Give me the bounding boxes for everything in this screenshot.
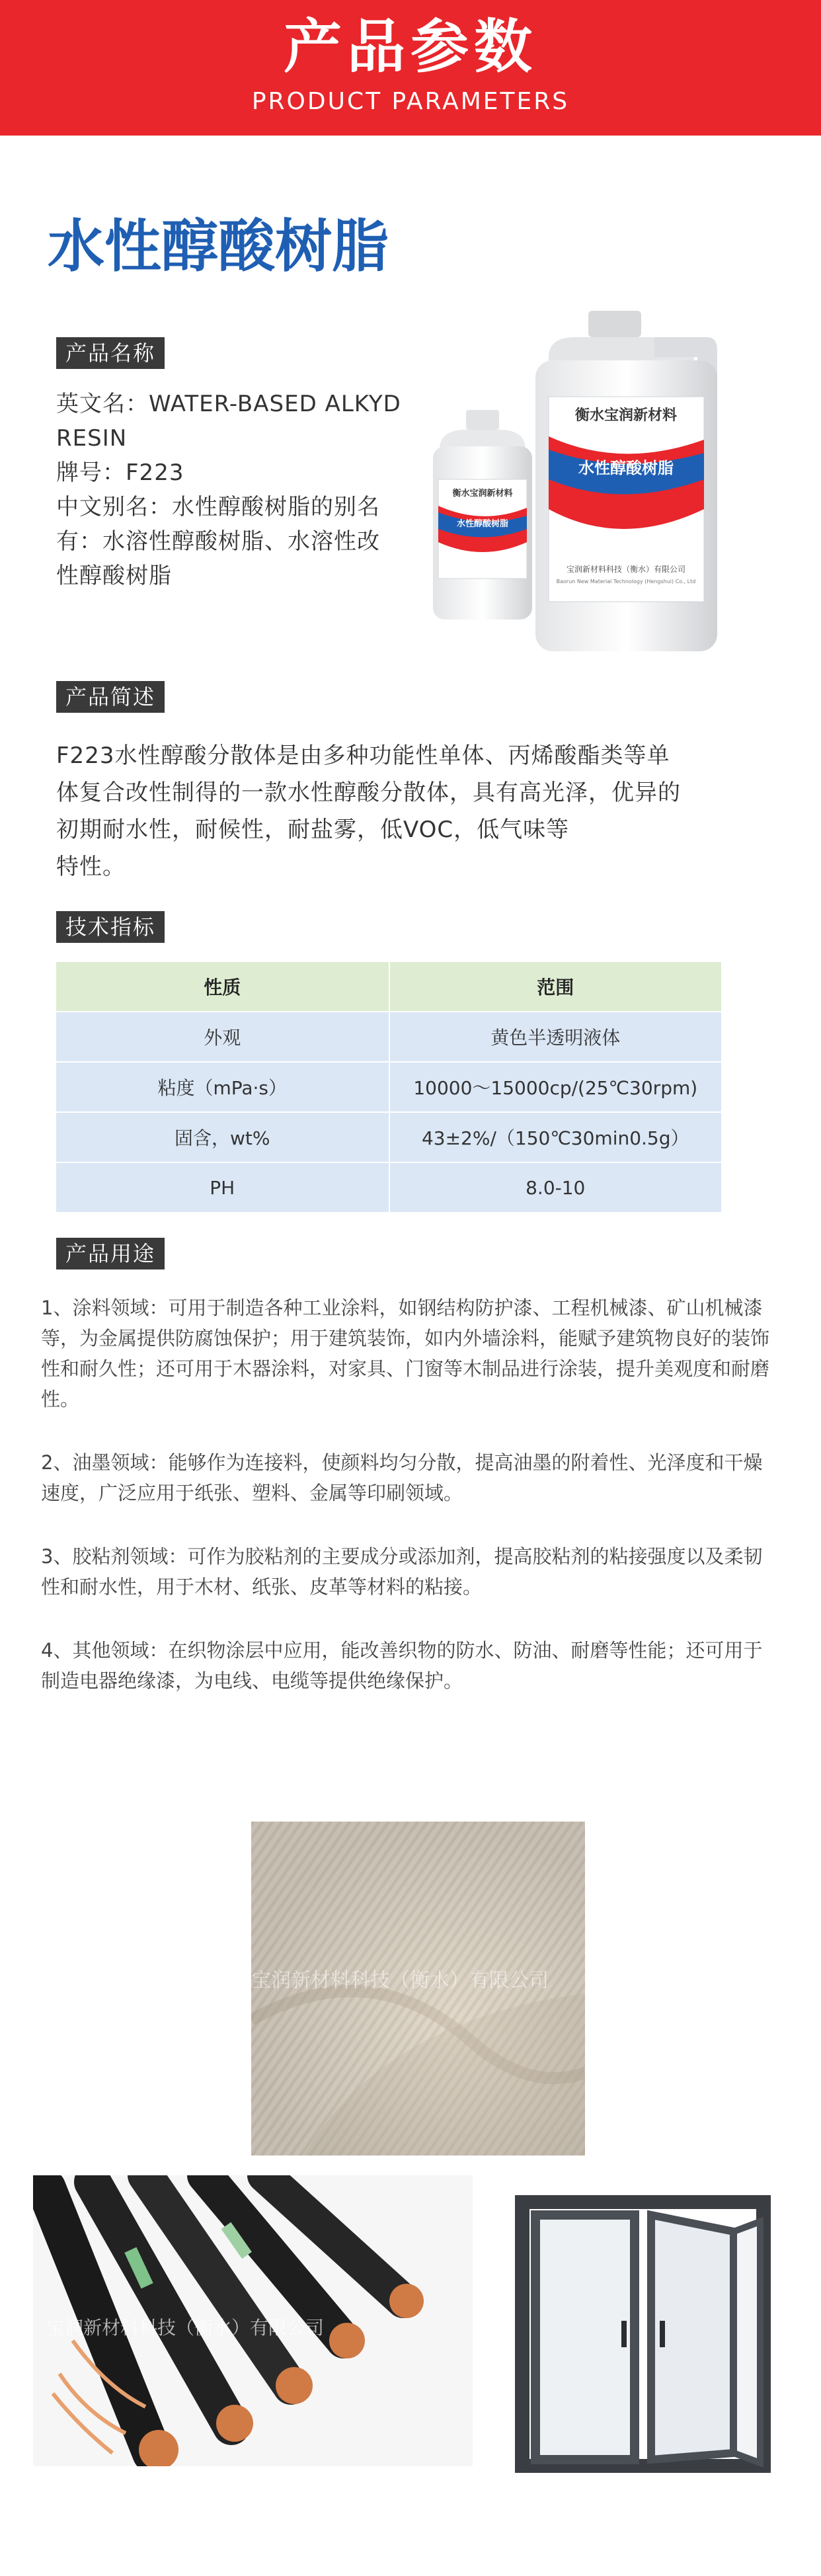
watermark-text: 宝润新材料科技（衡水）有限公司: [46, 2317, 325, 2339]
use-paragraph: 4、其他领域：在织物涂层中应用，能改善织物的防水、防油、耐磨等性能；还可用于制造电器绝缘漆，为电线、电缆等提供绝缘保护。: [41, 1639, 763, 1692]
product-title: 水性醇酸树脂: [48, 214, 389, 280]
header-title: 产品参数: [283, 13, 537, 81]
small-bottle-image: [426, 410, 539, 622]
watermark-text: 宝润新材料科技（衡水）有限公司: [251, 1969, 549, 1992]
table-cell: 固含，wt%: [56, 1112, 389, 1162]
door-image: [509, 2195, 777, 2473]
section-tag-summary: 产品简述: [56, 681, 165, 713]
table-cell: PH: [56, 1162, 389, 1213]
use-paragraph: 3、胶粘剂领域：可作为胶粘剂的主要成分或添加剂，提高胶粘剂的粘接强度以及柔韧性和耐水性，用于木材、纸张、皮革等材料的粘接。: [41, 1545, 763, 1598]
header-banner: [0, 0, 821, 136]
use-paragraph: 2、油墨领域：能够作为连接料，使颜料均匀分散，提高油墨的附着性、光泽度和干燥速度，广泛应用于纸张、塑料、金属等印刷领域。: [41, 1451, 763, 1504]
info-line: 英文名：WATER-BASED ALKYD: [56, 391, 401, 417]
info-line: 牌号：F223: [56, 460, 184, 486]
table-cell: 10000～15000cp/(25℃30rpm): [389, 1062, 723, 1112]
table-row: [56, 1062, 722, 1112]
table-cell: 粘度（mPa·s）: [56, 1062, 389, 1112]
bottle-company: 宝润新材料科技（衡水）有限公司: [566, 565, 686, 574]
table-cell: 外观: [56, 1012, 389, 1062]
summary-line: F223水性醇酸分散体是由多种功能性单体、丙烯酸酯类等单: [56, 743, 670, 769]
large-bottle-image: [522, 311, 721, 655]
spec-table: [56, 962, 723, 1213]
info-line: 中文别名：水性醇酸树脂的别名: [56, 494, 380, 520]
table-header-property: 性质: [56, 962, 389, 1012]
summary-line: 体复合改性制得的一款水性醇酸分散体，具有高光泽，优异的: [56, 780, 681, 806]
section-tag-spec: 技术指标: [56, 911, 165, 943]
table-row: [56, 1012, 722, 1062]
product-info: [56, 387, 426, 593]
info-line: 有：水溶性醇酸树脂、水溶性改: [56, 528, 380, 555]
cable-image: [33, 2175, 473, 2466]
product-uses: [41, 1293, 775, 1729]
table-row: [56, 1112, 722, 1162]
use-paragraph: 1、涂料领域：可用于制造各种工业涂料，如钢结构防护漆、工程机械漆、矿山机械漆等，为金属提供防腐蚀保护；用于建筑装饰，如内外墙涂料，能赋予建筑物良好的装饰性和耐久性；还可用于木器涂料，对家具、门窗等木制品进行涂装，提升美观度和耐磨性。: [41, 1297, 770, 1410]
summary-line: 特性。: [56, 854, 126, 880]
bottle-company-en: Baorun New Material Technology (Hengshui) Co., Ltd: [556, 579, 696, 584]
header-subtitle: PRODUCT PARAMETERS: [251, 88, 570, 115]
small-bottle-label: 水性醇酸树脂: [456, 519, 509, 529]
bottle-brand: 衡水宝润新材料: [574, 407, 678, 424]
info-line: RESIN: [56, 425, 128, 452]
section-tag-name: 产品名称: [56, 337, 165, 369]
summary-line: 初期耐水性，耐候性，耐盐雾，低VOC，低气味等: [56, 817, 570, 843]
fabric-image: [251, 1822, 585, 2155]
small-bottle-brand: 衡水宝润新材料: [452, 489, 513, 499]
product-summary: [56, 737, 763, 885]
table-row: [56, 1162, 722, 1213]
table-header-row: [56, 962, 722, 1012]
info-line: 性醇酸树脂: [56, 563, 172, 589]
table-cell: 43±2%/（150℃30min0.5g）: [389, 1112, 723, 1162]
table-cell: 8.0-10: [389, 1162, 723, 1213]
table-header-range: 范围: [389, 962, 723, 1012]
section-tag-uses: 产品用途: [56, 1238, 165, 1269]
table-cell: 黄色半透明液体: [389, 1012, 723, 1062]
bottle-label: 水性醇酸树脂: [578, 459, 674, 477]
